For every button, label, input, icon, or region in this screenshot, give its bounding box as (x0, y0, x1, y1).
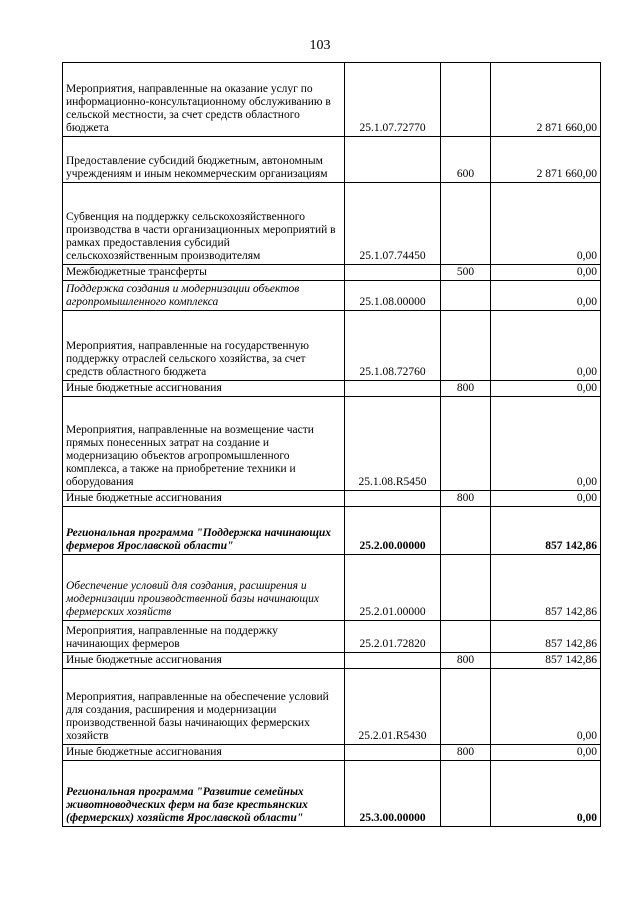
row-name-cell: Обеспечение условий для создания, расширения и модернизации производственной базы начинающих фермерских хозяйств (63, 555, 345, 621)
row-type-cell: 500 (441, 265, 491, 281)
row-name-cell: Мероприятия, направленные на обеспечение условий для создания, расширения и модернизации производственной базы начинающих фермерских хозяйств (63, 669, 345, 745)
row-code-cell (345, 381, 441, 397)
row-type-cell (441, 397, 491, 491)
row-name-cell: Поддержка создания и модернизации объектов агропромышленного комплекса (63, 281, 345, 311)
row-name-cell: Региональная программа "Поддержка начинающих фермеров Ярославской области" (63, 507, 345, 555)
budget-table (62, 62, 601, 827)
row-type-cell (441, 311, 491, 381)
row-type-cell: 600 (441, 137, 491, 183)
row-amount-cell: 0,00 (491, 281, 601, 311)
row-name-cell: Иные бюджетные ассигнования (63, 745, 345, 761)
row-amount-cell: 0,00 (491, 311, 601, 381)
table-row (63, 621, 601, 653)
row-type-cell (441, 669, 491, 745)
table-row (63, 311, 601, 381)
row-amount-cell: 0,00 (491, 397, 601, 491)
row-amount-cell: 0,00 (491, 265, 601, 281)
table-row (63, 381, 601, 397)
row-type-cell (441, 281, 491, 311)
table-row (63, 183, 601, 265)
row-name-cell: Мероприятия, направленные на возмещение части прямых понесенных затрат на создание и модернизацию объектов агропромышленного комплекса, а также на приобретение техники и оборудования (63, 397, 345, 491)
table-row (63, 491, 601, 507)
row-code-cell: 25.3.00.00000 (345, 761, 441, 827)
row-amount-cell: 2 871 660,00 (491, 137, 601, 183)
table-row (63, 63, 601, 137)
row-type-cell: 800 (441, 491, 491, 507)
row-name-cell: Мероприятия, направленные на оказание услуг по информационно-консультационному обслуживанию в сельской местности, за счет средств областного бюджета (63, 63, 345, 137)
row-code-cell: 25.2.01.72820 (345, 621, 441, 653)
row-type-cell (441, 183, 491, 265)
row-type-cell (441, 507, 491, 555)
row-amount-cell: 2 871 660,00 (491, 63, 601, 137)
budget-table-body (63, 63, 601, 827)
table-row (63, 745, 601, 761)
row-code-cell (345, 653, 441, 669)
row-code-cell: 25.1.07.72770 (345, 63, 441, 137)
row-code-cell: 25.2.01.00000 (345, 555, 441, 621)
table-row (63, 137, 601, 183)
row-amount-cell: 857 142,86 (491, 653, 601, 669)
row-name-cell: Межбюджетные трансферты (63, 265, 345, 281)
table-row (63, 397, 601, 491)
row-type-cell: 800 (441, 381, 491, 397)
row-amount-cell: 0,00 (491, 491, 601, 507)
row-type-cell: 800 (441, 653, 491, 669)
row-code-cell (345, 491, 441, 507)
row-amount-cell: 0,00 (491, 761, 601, 827)
table-row (63, 281, 601, 311)
row-name-cell: Мероприятия, направленные на государственную поддержку отраслей сельского хозяйства, за счет средств областного бюджета (63, 311, 345, 381)
row-code-cell (345, 745, 441, 761)
row-name-cell: Предоставление субсидий бюджетным, автономным учреждениям и иным некоммерческим организациям (63, 137, 345, 183)
row-code-cell: 25.1.08.72760 (345, 311, 441, 381)
row-code-cell (345, 137, 441, 183)
row-code-cell (345, 265, 441, 281)
row-type-cell (441, 63, 491, 137)
row-type-cell (441, 621, 491, 653)
row-name-cell: Субвенция на поддержку сельскохозяйственного производства в части организационных мероприятий в рамках предоставления субсидий сельскохозяйственным производителям (63, 183, 345, 265)
table-row (63, 653, 601, 669)
row-amount-cell: 857 142,86 (491, 555, 601, 621)
row-type-cell: 800 (441, 745, 491, 761)
row-name-cell: Мероприятия, направленные на поддержку начинающих фермеров (63, 621, 345, 653)
row-name-cell: Иные бюджетные ассигнования (63, 491, 345, 507)
row-code-cell: 25.1.08.R5450 (345, 397, 441, 491)
row-code-cell: 25.1.07.74450 (345, 183, 441, 265)
table-row (63, 265, 601, 281)
row-code-cell: 25.1.08.00000 (345, 281, 441, 311)
row-type-cell (441, 555, 491, 621)
row-amount-cell: 0,00 (491, 745, 601, 761)
table-row (63, 669, 601, 745)
row-name-cell: Иные бюджетные ассигнования (63, 653, 345, 669)
row-type-cell (441, 761, 491, 827)
row-amount-cell: 857 142,86 (491, 621, 601, 653)
row-code-cell: 25.2.00.00000 (345, 507, 441, 555)
table-row (63, 761, 601, 827)
row-amount-cell: 857 142,86 (491, 507, 601, 555)
row-code-cell: 25.2.01.R5430 (345, 669, 441, 745)
row-amount-cell: 0,00 (491, 669, 601, 745)
page-number: 103 (309, 38, 331, 53)
table-row (63, 555, 601, 621)
table-row (63, 507, 601, 555)
row-name-cell: Иные бюджетные ассигнования (63, 381, 345, 397)
row-name-cell: Региональная программа "Развитие семейных животноводческих ферм на базе крестьянских (фермерских) хозяйств Ярославской области" (63, 761, 345, 827)
row-amount-cell: 0,00 (491, 381, 601, 397)
row-amount-cell: 0,00 (491, 183, 601, 265)
